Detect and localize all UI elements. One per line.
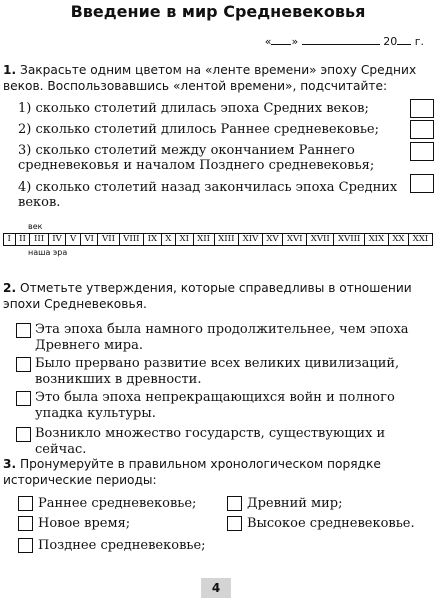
question-1-text: Закрасьте одним цветом на «ленте времени» эпоху Средних веков. Воспользовавшись «лентой времени», подсчитайте:: [3, 63, 417, 93]
q1-option-3-text: сколько столетий между окончанием Раннего средневековья и началом Позднего средневековья;: [18, 143, 375, 173]
q1-option-2-text: сколько столетий длилось Раннее средневековье;: [35, 122, 379, 137]
q2-statement-2: [16, 356, 426, 387]
q1-option-1-num: 1): [18, 101, 32, 116]
timeline-century-cell[interactable]: III: [30, 234, 48, 245]
question-3-number: 3.: [3, 457, 17, 471]
timeline-century-cell[interactable]: XIII: [215, 234, 239, 245]
q3-number-box-4[interactable]: [227, 516, 242, 531]
q2-statement-1-text: Эта эпоха была намного продолжительнее, чем эпоха Древнего мира.: [35, 322, 409, 353]
timeline-label-era: наша эра: [28, 248, 68, 257]
year-prefix: 20: [383, 35, 398, 48]
year-suffix: г.: [414, 35, 424, 48]
month-field[interactable]: [302, 34, 380, 45]
q1-option-3: [18, 143, 403, 173]
q3-number-box-5[interactable]: [18, 538, 33, 553]
timeline-century-cell[interactable]: XVII: [307, 234, 334, 245]
timeline-ribbon: [3, 233, 433, 246]
q3-number-box-1[interactable]: [18, 496, 33, 511]
page-number: 4: [201, 578, 231, 598]
q2-checkbox-3[interactable]: [16, 391, 31, 406]
q1-option-2: [18, 122, 398, 137]
q2-checkbox-4[interactable]: [16, 427, 31, 442]
q2-statement-3: [16, 390, 426, 421]
question-2: [3, 280, 431, 312]
timeline-century-cell[interactable]: VI: [81, 234, 99, 245]
q3-period-3-text: Новое время;: [38, 516, 131, 531]
q1-answer-box-2[interactable]: [410, 120, 434, 139]
question-2-number: 2.: [3, 281, 17, 295]
q1-option-3-num: 3): [18, 143, 32, 158]
timeline-century-cell[interactable]: XVIII: [334, 234, 365, 245]
timeline-century-cell[interactable]: XIX: [365, 234, 389, 245]
q3-period-4-text: Высокое средневековье.: [247, 516, 415, 531]
question-1-number: 1.: [3, 63, 17, 77]
timeline-century-cell[interactable]: X: [162, 234, 176, 245]
date-quote-open: «: [264, 35, 272, 48]
q2-statement-4-text: Возникло множество государств, существующих и сейчас.: [35, 426, 386, 457]
q2-statement-3-text: Это была эпоха непрекращающихся войн и полного упадка культуры.: [35, 390, 395, 421]
timeline-century-cell[interactable]: I: [4, 234, 16, 245]
q1-answer-box-1[interactable]: [410, 99, 434, 118]
q3-period-2-text: Древний мир;: [247, 496, 343, 511]
q1-answer-box-4[interactable]: [410, 174, 434, 193]
q2-statement-4: [16, 426, 426, 457]
q1-answer-box-3[interactable]: [410, 142, 434, 161]
timeline-century-cell[interactable]: XIV: [239, 234, 263, 245]
question-2-text: Отметьте утверждения, которые справедливы в отношении эпохи Средневековья.: [3, 281, 412, 311]
timeline-century-cell[interactable]: XII: [194, 234, 215, 245]
timeline-century-cell[interactable]: XX: [389, 234, 409, 245]
question-1: [3, 62, 431, 94]
timeline-century-cell[interactable]: XI: [176, 234, 194, 245]
q1-option-4-text: сколько столетий назад закончилась эпоха Средних веков.: [18, 180, 398, 210]
page-title: Введение в мир Средневековья: [70, 2, 366, 21]
q1-option-1-text: сколько столетий длилась эпоха Средних веков;: [35, 101, 369, 116]
q2-checkbox-2[interactable]: [16, 357, 31, 372]
question-3-text: Пронумеруйте в правильном хронологическом порядке исторические периоды:: [3, 457, 381, 487]
timeline-century-cell[interactable]: II: [16, 234, 31, 245]
date-line: [265, 34, 424, 48]
timeline-century-cell[interactable]: IV: [49, 234, 67, 245]
q1-option-4: [18, 180, 408, 210]
timeline-century-cell[interactable]: VII: [98, 234, 119, 245]
year-field[interactable]: [397, 34, 411, 45]
q2-statement-2-text: Было прервано развитие всех великих цивилизаций, возникших в древности.: [35, 356, 400, 387]
q3-period-5-text: Позднее средневековье;: [38, 538, 206, 553]
timeline-century-cell[interactable]: XVI: [283, 234, 307, 245]
timeline-century-cell[interactable]: XXI: [412, 234, 429, 244]
q1-option-4-num: 4): [18, 180, 32, 195]
q1-option-1: [18, 101, 398, 116]
timeline-century-cell[interactable]: VIII: [120, 234, 145, 245]
timeline-century-cell[interactable]: IX: [144, 234, 162, 245]
question-3: [3, 456, 431, 488]
q3-number-box-2[interactable]: [227, 496, 242, 511]
date-quote-close: »: [291, 35, 299, 48]
q3-period-1-text: Раннее средневековье;: [38, 496, 197, 511]
q1-option-2-num: 2): [18, 122, 32, 137]
timeline-label-century: век: [28, 222, 43, 231]
timeline-century-cell[interactable]: XV: [263, 234, 283, 245]
day-field[interactable]: [271, 34, 291, 45]
q2-statement-1: [16, 322, 426, 353]
timeline-century-cell[interactable]: V: [66, 234, 80, 245]
q3-number-box-3[interactable]: [18, 516, 33, 531]
q2-checkbox-1[interactable]: [16, 323, 31, 338]
